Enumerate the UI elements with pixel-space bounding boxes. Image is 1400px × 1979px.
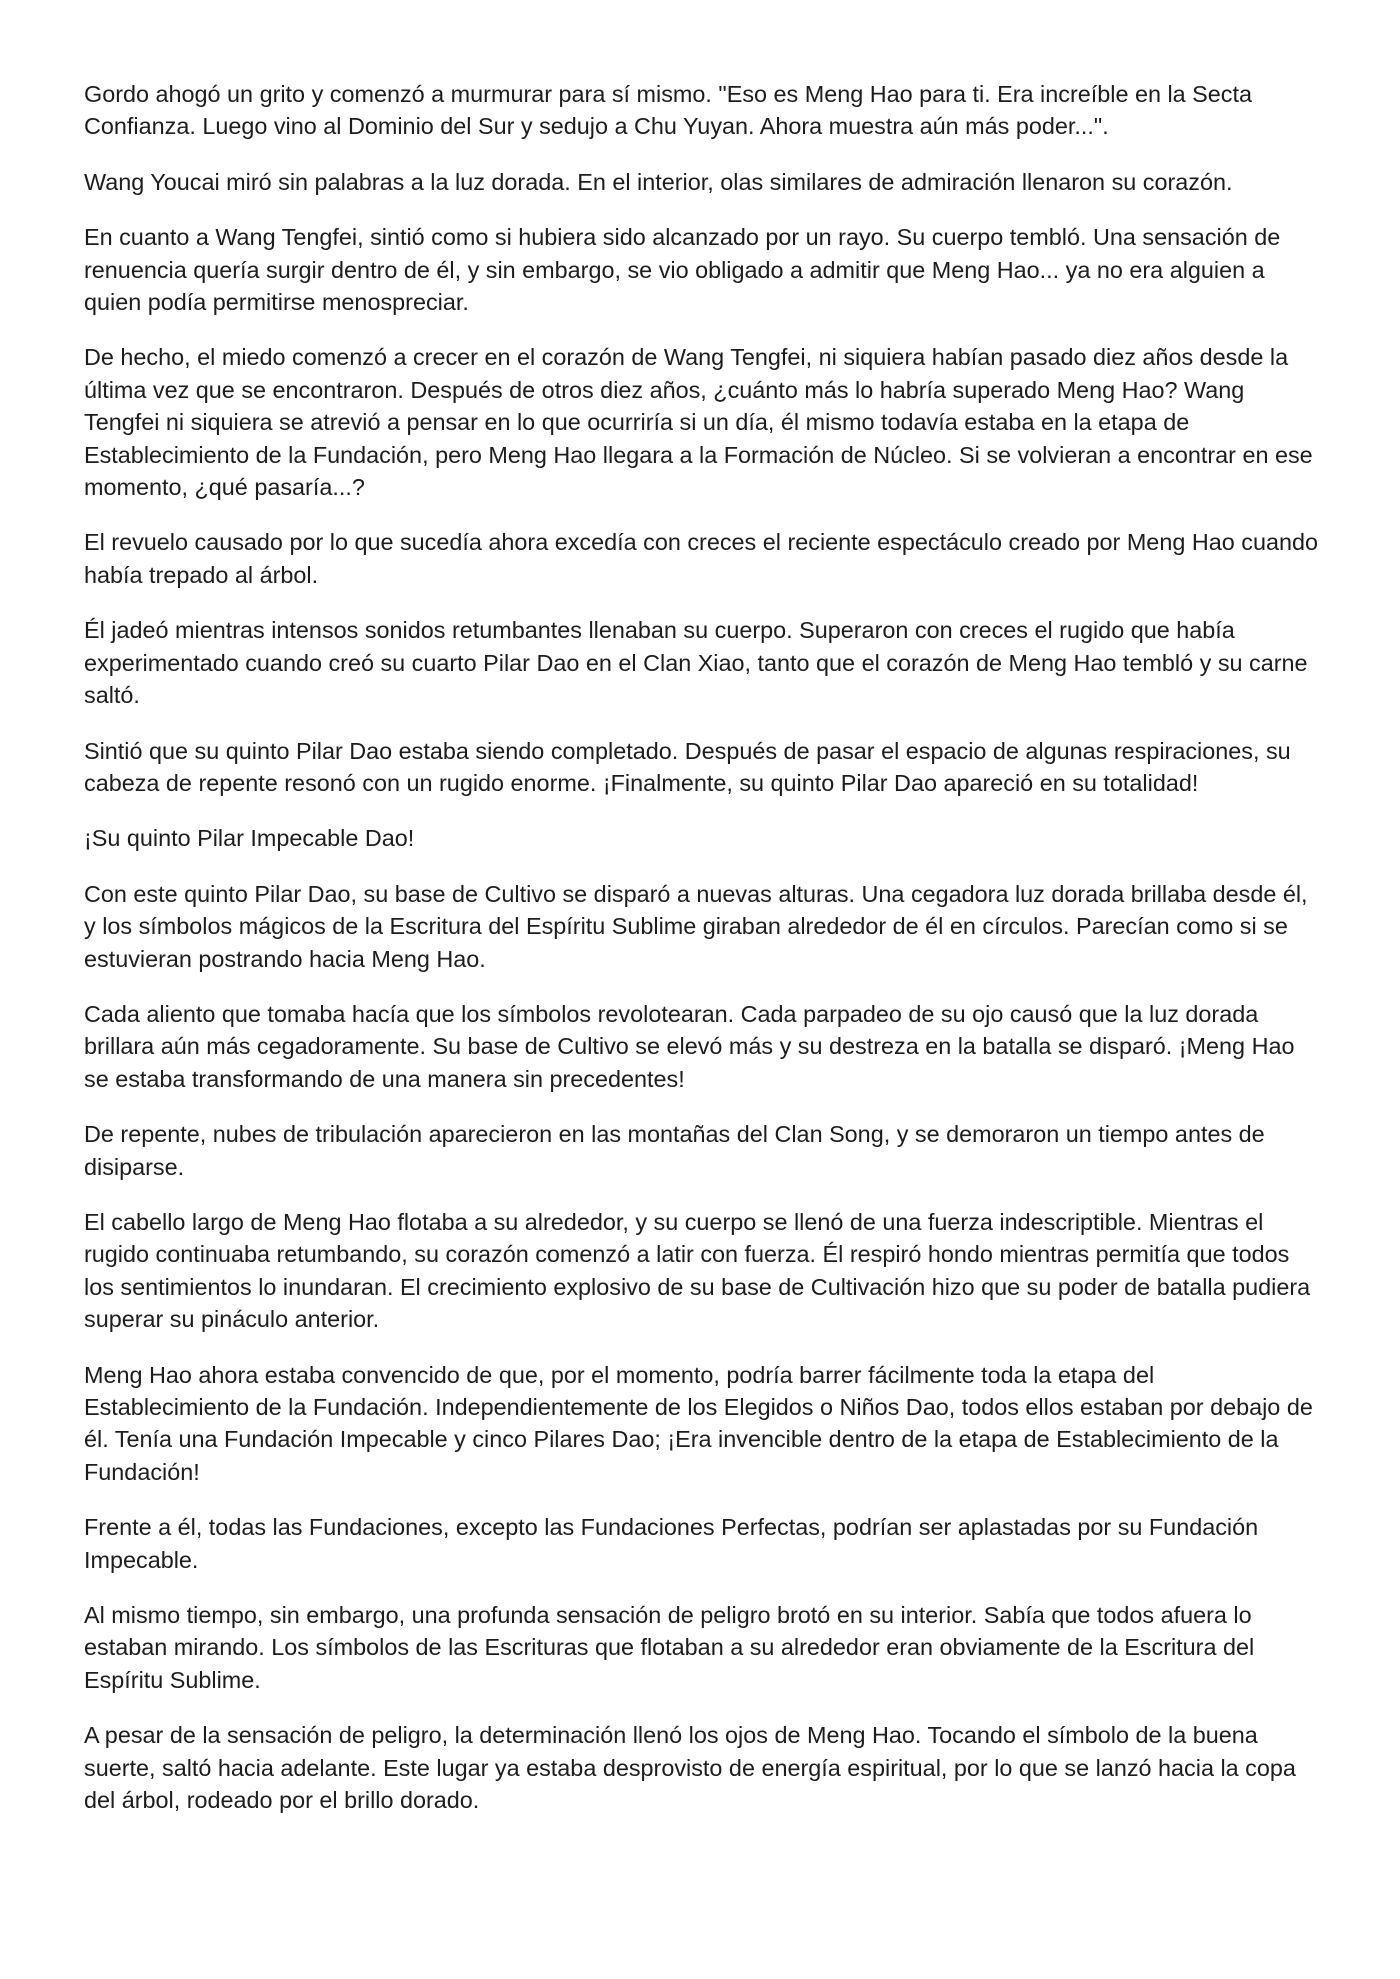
paragraph-5: El revuelo causado por lo que sucedía ahora excedía con creces el reciente espectáculo creado por Meng Hao cuando había trepado al árbol. bbox=[84, 529, 1318, 588]
paragraph-6: Él jadeó mientras intensos sonidos retumbantes llenaban su cuerpo. Superaron con creces el rugido que había experimentado cuando creó su cuarto Pilar Dao en el Clan Xiao, tanto que el corazón de Meng Hao tembló y su carne saltó. bbox=[84, 617, 1308, 709]
paragraph-4: De hecho, el miedo comenzó a crecer en el corazón de Wang Tengfei, ni siquiera habían pasado diez años desde la última vez que se encontraron. Después de otros diez años, ¿cuánto más lo habría superado Meng Hao? Wang Tengfei ni siquiera se atrevió a pensar en lo que ocurriría si un día, él mismo todavía estaba en la etapa de Establecimiento de la Fundación, pero Meng Hao llegara a la Formación de Núcleo. Si se volvieran a encontrar en ese momento, ¿qué pasaría...? bbox=[84, 344, 1313, 501]
document-page bbox=[84, 78, 1324, 1839]
paragraph-16: A pesar de la sensación de peligro, la determinación llenó los ojos de Meng Hao. Tocando el símbolo de la buena suerte, saltó hacia adelante. Este lugar ya estaba desprovisto de energía espiritual, por lo que se lanzó hacia la copa del árbol, rodeado por el brillo dorado. bbox=[84, 1722, 1296, 1814]
paragraph-3: En cuanto a Wang Tengfei, sintió como si hubiera sido alcanzado por un rayo. Su cuerpo tembló. Una sensación de renuencia quería surgir dentro de él, y sin embargo, se vio obligado a admitir que Meng Hao... ya no era alguien a quien podía permitirse menospreciar. bbox=[84, 224, 1281, 316]
paragraph-8: ¡Su quinto Pilar Impecable Dao! bbox=[84, 825, 415, 852]
paragraph-2: Wang Youcai miró sin palabras a la luz dorada. En el interior, olas similares de admiración llenaron su corazón. bbox=[84, 168, 1233, 195]
paragraph-7: Sintió que su quinto Pilar Dao estaba siendo completado. Después de pasar el espacio de algunas respiraciones, su cabeza de repente resonó con un rugido enorme. ¡Finalmente, su quinto Pilar Dao apareció en su totalidad! bbox=[84, 737, 1291, 796]
paragraph-1: Gordo ahogó un grito y comenzó a murmurar para sí mismo. "Eso es Meng Hao para ti. Era increíble en la Secta Confianza. Luego vino al Dominio del Sur y sedujo a Chu Yuyan. Ahora muestra aún más poder...". bbox=[84, 81, 1252, 140]
paragraph-9: Con este quinto Pilar Dao, su base de Cultivo se disparó a nuevas alturas. Una cegadora luz dorada brillaba desde él, y los símbolos mágicos de la Escritura del Espíritu Sublime giraban alrededor de él en círculos. Parecían como si se estuvieran postrando hacia Meng Hao. bbox=[84, 880, 1308, 972]
paragraph-14: Frente a él, todas las Fundaciones, excepto las Fundaciones Perfectas, podrían ser aplastadas por su Fundación Impecable. bbox=[84, 1514, 1259, 1573]
paragraph-12: El cabello largo de Meng Hao flotaba a su alrededor, y su cuerpo se llenó de una fuerza indescriptible. Mientras el rugido continuaba retumbando, su corazón comenzó a latir con fuerza. Él respiró hondo mientras permitía que todos los sentimientos lo inundaran. El crecimiento explosivo de su base de Cultivación hizo que su poder de batalla pudiera superar su pináculo anterior. bbox=[84, 1208, 1311, 1333]
paragraph-15: Al mismo tiempo, sin embargo, una profunda sensación de peligro brotó en su interior. Sabía que todos afuera lo estaban mirando. Los símbolos de las Escrituras que flotaban a su alrededor eran obviamente de la Escritura del Espíritu Sublime. bbox=[84, 1602, 1255, 1693]
paragraph-11: De repente, nubes de tribulación aparecieron en las montañas del Clan Song, y se demoraron un tiempo antes de disiparse. bbox=[84, 1121, 1265, 1180]
paragraph-10: Cada aliento que tomaba hacía que los símbolos revolotearan. Cada parpadeo de su ojo causó que la luz dorada brillara aún más cegadoramente. Su base de Cultivo se elevó más y su destreza en la batalla se disparó. ¡Meng Hao se estaba transformando de una manera sin precedentes! bbox=[84, 1000, 1295, 1092]
paragraph-13: Meng Hao ahora estaba convencido de que, por el momento, podría barrer fácilmente toda la etapa del Establecimiento de la Fundación. Independientemente de los Elegidos o Niños Dao, todos ellos estaban por debajo de él. Tenía una Fundación Impecable y cinco Pilares Dao; ¡Era invencible dentro de la etapa de Establecimiento de la Fundación! bbox=[84, 1361, 1313, 1485]
